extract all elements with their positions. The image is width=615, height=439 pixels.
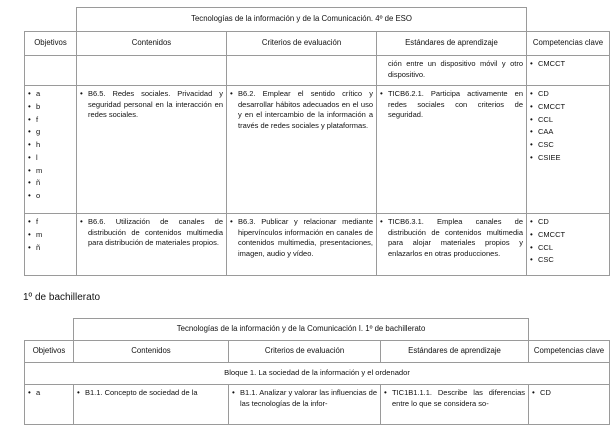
table-corner bbox=[25, 319, 74, 341]
objetivo-item: • f bbox=[28, 115, 73, 126]
competencias-cell bbox=[529, 385, 610, 425]
competencia-item: • CAA bbox=[530, 127, 606, 138]
contenido-text: • B6.5. Redes sociales. Privacidad y seguridad personal en la interacción en redes sociales. bbox=[80, 89, 223, 121]
competencia-item: • CSC bbox=[530, 255, 606, 266]
objetivo-item: • ñ bbox=[28, 178, 73, 189]
header-estandares: Estándares de aprendizaje bbox=[377, 32, 527, 56]
table-row bbox=[25, 385, 610, 425]
block-heading: Bloque 1. La sociedad de la información y el ordenador bbox=[25, 363, 610, 385]
table-row bbox=[25, 56, 610, 86]
eso-curriculum-table bbox=[24, 7, 610, 276]
objetivos-cell bbox=[25, 56, 77, 86]
criterios-cell bbox=[229, 385, 381, 425]
contenido-text: • B6.6. Utilización de canales de distribución de contenidos multimedia para distribución de materiales propios. bbox=[80, 217, 223, 249]
bachillerato-curriculum-table bbox=[24, 318, 610, 425]
header-criterios: Criterios de evaluación bbox=[227, 32, 377, 56]
objetivo-item: • f bbox=[28, 217, 73, 228]
objetivo-item: • l bbox=[28, 153, 73, 164]
estandares-cell bbox=[377, 86, 527, 214]
estandar-text: ción entre un dispositivo móvil y otro dispositivo. bbox=[388, 59, 523, 79]
objetivo-item: • m bbox=[28, 230, 73, 241]
objetivo-item: • o bbox=[28, 191, 73, 202]
section-heading: 1º de bachillerato bbox=[23, 292, 101, 303]
header-estandares: Estándares de aprendizaje bbox=[381, 341, 529, 363]
competencia-item: • CSC bbox=[530, 140, 606, 151]
objetivo-item: • m bbox=[28, 166, 73, 177]
criterio-text: • B6.2. Emplear el sentido crítico y desarrollar hábitos adecuados en el uso y en el intercambio de la información a través de redes sociales y plataformas. bbox=[230, 89, 373, 131]
header-competencias: Competencias clave bbox=[527, 32, 610, 56]
objetivos-cell bbox=[25, 86, 77, 214]
contenidos-cell bbox=[77, 56, 227, 86]
competencia-item: • CD bbox=[532, 388, 606, 399]
competencia-item: • CMCCT bbox=[530, 102, 606, 113]
competencias-cell bbox=[527, 56, 610, 86]
bach-table-title: Tecnologías de la información y de la Comunicación I. 1º de bachillerato bbox=[74, 319, 529, 341]
contenido-text: • B1.1. Concepto de sociedad de la bbox=[77, 388, 225, 399]
competencias-cell bbox=[527, 86, 610, 214]
header-competencias: Competencias clave bbox=[529, 341, 610, 363]
competencia-item: • CCL bbox=[530, 243, 606, 254]
competencia-item: • CMCCT bbox=[530, 230, 606, 241]
table-corner bbox=[527, 8, 610, 32]
contenidos-cell bbox=[77, 86, 227, 214]
objetivo-item: • h bbox=[28, 140, 73, 151]
competencia-item: • CCL bbox=[530, 115, 606, 126]
competencia-item: • CMCCT bbox=[530, 59, 606, 70]
header-objetivos: Objetivos bbox=[25, 341, 74, 363]
header-criterios: Criterios de evaluación bbox=[229, 341, 381, 363]
contenidos-cell bbox=[74, 385, 229, 425]
objetivo-item: • a bbox=[28, 388, 70, 399]
competencia-item: • CD bbox=[530, 217, 606, 228]
competencias-cell bbox=[527, 214, 610, 276]
criterios-cell bbox=[227, 56, 377, 86]
objetivo-item: • b bbox=[28, 102, 73, 113]
objetivo-item: • a bbox=[28, 89, 73, 100]
objetivo-item: • g bbox=[28, 127, 73, 138]
criterio-text: • B1.1. Analizar y valorar las influencias de las tecnologías de la infor- bbox=[232, 388, 377, 409]
header-contenidos: Contenidos bbox=[74, 341, 229, 363]
table-corner bbox=[529, 319, 610, 341]
estandares-cell bbox=[377, 56, 527, 86]
criterio-text: • B6.3. Publicar y relacionar mediante hipervínculos información en canales de contenidos multimedia, presentaciones, imagen, audio y vídeo. bbox=[230, 217, 373, 259]
estandares-cell bbox=[377, 214, 527, 276]
objetivo-item: • ñ bbox=[28, 243, 73, 254]
objetivos-cell bbox=[25, 214, 77, 276]
estandar-text: • TICB6.2.1. Participa activamente en redes sociales con criterios de seguridad. bbox=[380, 89, 523, 121]
criterios-cell bbox=[227, 86, 377, 214]
criterios-cell bbox=[227, 214, 377, 276]
header-contenidos: Contenidos bbox=[77, 32, 227, 56]
estandar-text: • TICB6.3.1. Emplea canales de distribución de contenidos multimedia para alojar materiales propios y enlazarlos en otras producciones. bbox=[380, 217, 523, 259]
competencia-item: • CD bbox=[530, 89, 606, 100]
table-corner bbox=[25, 8, 77, 32]
contenidos-cell bbox=[77, 214, 227, 276]
table-row bbox=[25, 214, 610, 276]
estandares-cell bbox=[381, 385, 529, 425]
competencia-item: • CSIEE bbox=[530, 153, 606, 164]
objetivos-cell bbox=[25, 385, 74, 425]
table-row bbox=[25, 86, 610, 214]
estandar-text: • TIC1B1.1.1. Describe las diferencias entre lo que se considera so- bbox=[384, 388, 525, 409]
header-objetivos: Objetivos bbox=[25, 32, 77, 56]
eso-table-title: Tecnologías de la información y de la Comunicación. 4º de ESO bbox=[77, 8, 527, 32]
